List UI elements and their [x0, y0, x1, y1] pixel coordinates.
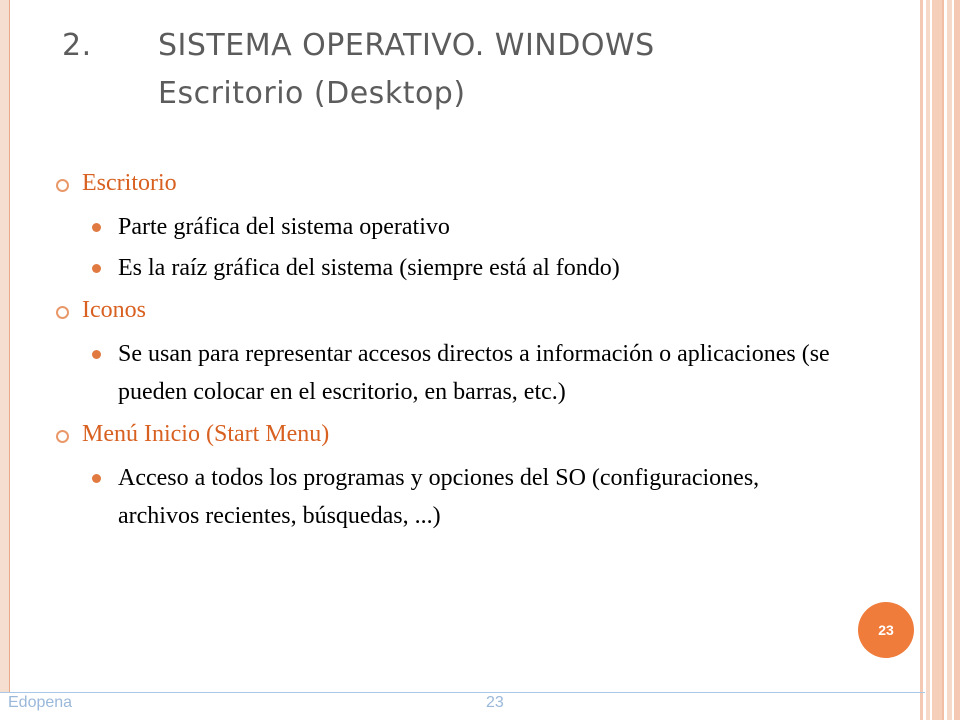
footer-divider [0, 692, 925, 693]
ring-bullet-icon [56, 306, 69, 319]
bullet-text: Acceso a todos los programas y opciones del SO (configuraciones, archivos recientes, búsquedas, ...) [118, 465, 760, 529]
bullet-item [92, 335, 878, 411]
section-heading-text: Escritorio [82, 170, 177, 196]
footer-author: Edopena [8, 694, 73, 711]
dot-bullet-icon [92, 264, 101, 273]
title-line-2: Escritorio (Desktop) [158, 76, 466, 111]
section-heading [56, 419, 876, 449]
bullet-text: Parte gráfica del sistema operativo [118, 214, 450, 240]
bullet-text: Se usan para representar accesos directos a información o aplicaciones (se pueden colocar en el escritorio, en barras, etc.) [118, 341, 830, 405]
page-number-badge: 23 [858, 602, 914, 658]
dot-bullet-icon [92, 474, 101, 483]
ring-bullet-icon [56, 179, 69, 192]
footer-page-number: 23 [486, 694, 504, 711]
dot-bullet-icon [92, 223, 101, 232]
ring-bullet-icon [56, 430, 69, 443]
left-border-decoration [0, 0, 10, 692]
slide-content [56, 168, 876, 538]
dot-bullet-icon [92, 350, 101, 359]
right-border-decoration [920, 0, 960, 720]
section-heading [56, 168, 876, 198]
section-heading-text: Iconos [82, 297, 146, 323]
section-heading [56, 295, 876, 325]
bullet-item [92, 208, 876, 246]
bullet-item [92, 249, 876, 287]
title-number: 2. [62, 28, 92, 63]
title-line-1: SISTEMA OPERATIVO. WINDOWS [158, 28, 655, 63]
section-heading-text: Menú Inicio (Start Menu) [82, 421, 330, 447]
bullet-item [92, 459, 818, 535]
bullet-text: Es la raíz gráfica del sistema (siempre está al fondo) [118, 255, 620, 281]
